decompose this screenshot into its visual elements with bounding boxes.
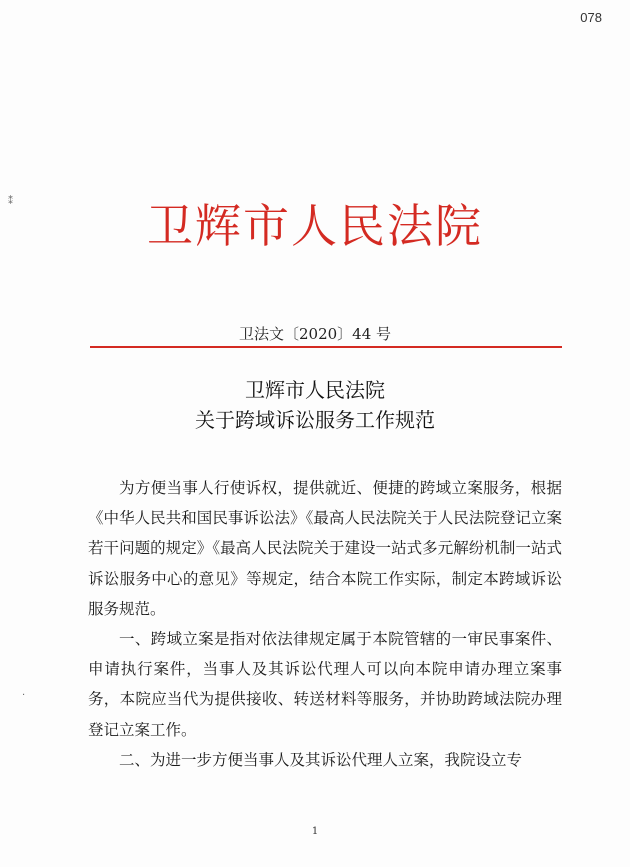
- body-paragraph: 为方便当事人行使诉权，提供就近、便捷的跨域立案服务，根据《中华人民共和国民事诉讼法》《最高人民法院关于人民法院登记立案若干问题的规定》《最高人民法院关于建设一站式多元解纷机制一站式诉讼服务中心的意见》等规定，结合本院工作实际，制定本跨域诉讼服务规范。: [88, 479, 562, 618]
- court-header-title: 卫辉市人民法院: [147, 199, 483, 253]
- document-title-line-2: 关于跨域诉讼服务工作规范: [195, 408, 435, 432]
- document-title: [0, 375, 630, 435]
- body-paragraph: 二、为进一步方便当事人及其诉讼代理人立案，我院设立专: [119, 750, 523, 769]
- page-number-top: 078: [580, 10, 602, 25]
- scan-artifact-mark: ⁑: [8, 196, 13, 207]
- document-body: [88, 473, 562, 775]
- document-title-line-1: 卫辉市人民法院: [245, 378, 385, 402]
- page-footer-number: 1: [311, 826, 319, 837]
- body-paragraph: 一、跨域立案是指对依法律规定属于本院管辖的一审民事案件、申请执行案件，当事人及其诉讼代理人可以向本院申请办理立案事务，本院应当代为提供接收、转送材料等服务，并协助跨域法院办理登记立案工作。: [88, 630, 562, 739]
- document-number: 卫法文〔2020〕44 号: [238, 325, 392, 343]
- red-divider-line: [90, 346, 562, 348]
- scan-artifact-mark: ·: [22, 690, 26, 701]
